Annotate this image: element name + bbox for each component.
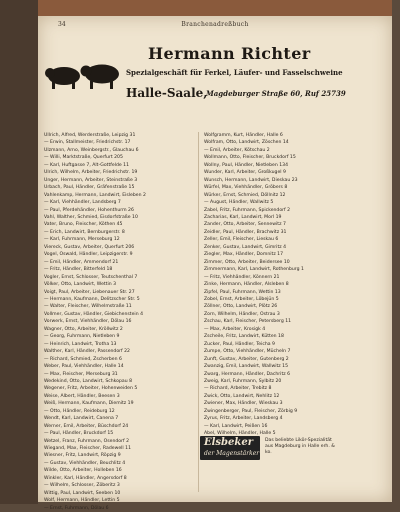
directory-entry: Wetzel, Franz, Fuhrmann, Osendorf 2 — [44, 438, 130, 444]
directory-entry: Zeller, Emil, Fleischer, Lieskau 6 — [204, 237, 279, 243]
running-head — [38, 21, 392, 31]
directory-entry: — Fritz, Viehhändler, Könnern 21 — [204, 274, 280, 280]
directory-entry: Voigt, Paul, Arbeiter, Liebenauer Str. 27 — [44, 289, 135, 295]
elsbeker-stamp — [200, 436, 260, 460]
directory-entry: Zander, Otto, Arbeiter, Sennewitz 7 — [204, 222, 286, 228]
directory-entry: Vollmer, Gustav, Händler, Giebichenstein 4 — [44, 311, 144, 317]
directory-entry: Würker, Ernst, Schmied, Döllnitz 12 — [204, 192, 286, 198]
pigs-illustration — [44, 54, 126, 94]
directory-entry: — Willi, Marktstraße, Querfurt 205 — [44, 155, 123, 161]
directory-entry: Wollny, Paul, Händler, Nietleben 134 — [204, 162, 289, 168]
richter-advertisement — [44, 40, 344, 120]
directory-entry: Zyrus, Fritz, Arbeiter, Landsberg 4 — [204, 416, 283, 422]
book-spine-edge — [0, 0, 38, 504]
directory-entry: Ullrich, Alfred, Werderstraße, Leipzig 31 — [44, 133, 136, 138]
directory-entry: Weiß, Hermann, Kaufmann, Diemitz 19 — [44, 401, 134, 407]
directory-entry: — Paul, Pferdehändler, Hohenthurm 26 — [44, 207, 134, 213]
stamp-description: Das beliebte Likör-Spezialität aus Magdeburg in Halle erh. & ko. — [265, 438, 335, 456]
directory-entry: Zscheile, Fritz, Landwirt, Kütten 18 — [204, 334, 284, 340]
directory-entry: Zumpe, Otto, Viehhändler, Mücheln 7 — [204, 349, 291, 355]
column-divider — [198, 132, 199, 492]
directory-entry: Vahlenkamp, Hermann, Landwirt, Eisleben 2 — [44, 192, 146, 198]
directory-entry: — Erwin, Stallmeister, Friedrichstr. 17 — [44, 140, 131, 146]
stamp-brand: Elsbeker — [204, 437, 253, 448]
directory-entry: Zunft, Gustav, Arbeiter, Gutenberg 2 — [204, 356, 289, 362]
directory-entry: Weber, Paul, Viehhändler, Halle 14 — [44, 364, 124, 370]
directory-entry: Wunder, Karl, Arbeiter, Großkugel 9 — [204, 170, 286, 176]
directory-entry: Winkler, Karl, Händler, Angersdorf 8 — [44, 475, 127, 481]
directory-entry: Zwiener, Max, Händler, Wieskau 3 — [204, 401, 283, 407]
left-column — [44, 132, 192, 512]
directory-entry: — Georg, Fuhrmann, Nietleben 9 — [44, 334, 120, 340]
directory-entry: — Richard, Arbeiter, Trebitz 8 — [204, 386, 272, 392]
directory-entry: — Walter, Fleischer, Wilhelmstraße 11 — [44, 304, 132, 310]
directory-entry: — Paul, Händler, Bruckdorf 15 — [44, 431, 114, 437]
directory-entry: Wegener, Fritz, Arbeiter, Hohenweiden 5 — [44, 386, 138, 392]
directory-entry: Zwarg, Hermann, Händler, Dachritz 6 — [204, 371, 291, 377]
directory-entry: Zobel, Ernst, Arbeiter, Löbejün 5 — [204, 296, 279, 302]
directory-entry: Zimmer, Otto, Arbeiter, Beidersee 10 — [204, 259, 290, 265]
directory-entry: Wittig, Paul, Landwirt, Seeben 10 — [44, 490, 121, 496]
directory-entry: — Karl, Fuhrmann, Merseburg 12 — [44, 237, 120, 243]
directory-entry: Weise, Albert, Händler, Beesen 3 — [44, 393, 120, 399]
directory-entry: — Ernst, Fuhrmann, Dölau 6 — [44, 505, 109, 511]
page-binding — [38, 0, 392, 16]
directory-entry: — August, Händler, Wallwitz 5 — [204, 200, 274, 206]
advert-name: Hermann Richter — [148, 44, 311, 63]
directory-entry: — Max, Arbeiter, Krosigk 4 — [204, 326, 266, 332]
directory-entry: Wendt, Karl, Landwirt, Canena 7 — [44, 416, 119, 422]
directory-entry: Werner, Emil, Arbeiter, Büschdorf 24 — [44, 423, 129, 429]
advert-specialty: Spezialgeschäft für Ferkel, Läufer- und Fasselschweine — [126, 68, 343, 77]
directory-entry: Ziegler, Max, Händler, Domnitz 17 — [204, 252, 284, 258]
directory-entry: — Max, Fleischer, Merseburg 31 — [44, 371, 118, 377]
directory-entry: — Otto, Händler, Reideburg 12 — [44, 408, 115, 414]
directory-entry: Vogel, Oswald, Händler, Leipzigerstr. 9 — [44, 252, 133, 258]
directory-entry: Wunsch, Hermann, Landwirt, Dieskau 23 — [204, 177, 298, 183]
directory-entry: Zwick, Otto, Landwirt, Nehlitz 12 — [204, 393, 280, 399]
directory-entry: — Wilhelm, Schlosser, Zöberitz 3 — [44, 483, 120, 489]
directory-entry: Zeidler, Paul, Händler, Brachwitz 31 — [204, 229, 287, 235]
directory-entry: Zwanzig, Emil, Landwirt, Wallwitz 15 — [204, 364, 289, 370]
directory-entry: Zöllner, Otto, Landwirt, Plötz 26 — [204, 304, 278, 310]
directory-entry: — Fritz, Händler, Bitterfeld 18 — [44, 267, 113, 273]
directory-entry: Wagner, Otto, Arbeiter, Kröllwitz 2 — [44, 326, 123, 332]
directory-entry: Zinke, Hermann, Händler, Alsleben 8 — [204, 282, 289, 288]
directory-entry: — Gustav, Viehhändler, Beuchlitz 4 — [44, 460, 126, 466]
directory-entry: Völker, Otto, Landwirt, Wettin 3 — [44, 282, 117, 288]
directory-entry: Vorwerk, Ernst, Viehhändler, Dölau 16 — [44, 319, 132, 325]
directory-entry: Urbach, Paul, Händler, Gräfenstraße 15 — [44, 185, 135, 191]
directory-entry: Würfel, Max, Viehhändler, Gröbers 8 — [204, 185, 288, 191]
directory-entry: Zenker, Gustav, Landwirt, Gimritz 4 — [204, 244, 287, 250]
directory-entry: Wolf, Hermann, Händler, Lettin 5 — [44, 498, 120, 504]
running-head-title: Branchenadreßbuch — [181, 21, 249, 28]
directory-entry: — Karl, Viehhändler, Landsberg 7 — [44, 200, 121, 206]
directory-entry: Zimmermann, Karl, Landwirt, Rothenburg 1 — [204, 267, 304, 273]
directory-entry: Zschau, Karl, Fleischer, Petersberg 11 — [204, 319, 292, 325]
directory-entry: Ulrich, Wilhelm, Arbeiter, Friedrichstr. 19 — [44, 170, 138, 176]
directory-entry: Wilde, Otto, Arbeiter, Holleben 16 — [44, 468, 122, 474]
directory-entry: Wedekind, Otto, Landwirt, Schkopau 8 — [44, 378, 133, 384]
directory-entry: Wiesner, Fritz, Landwirt, Röpzig 9 — [44, 453, 121, 459]
directory-entry: — Emil, Arbeiter, Kötschau 2 — [204, 147, 270, 153]
stamp-sub: der Magenstärker — [204, 450, 260, 457]
directory-entry: Zucker, Paul, Händler, Teicha 9 — [204, 341, 275, 347]
directory-entry: — Erich, Landwirt, Bernburgerstr. 8 — [44, 229, 125, 235]
directory-entry: Wiegand, Max, Fleischer, Radewell 11 — [44, 446, 132, 452]
directory-entry: Vater, Bruno, Fleischer, Köthen 45 — [44, 222, 123, 228]
directory-entry: Zweig, Karl, Fuhrmann, Sylbitz 20 — [204, 378, 282, 384]
directory-entry: — Karl, Huftgasse 7, Alt-Gottfelde 11 — [44, 162, 130, 168]
page-number: 34 — [58, 21, 66, 28]
directory-entry: — Hermann, Kaufmann, Delitzscher Str. 5 — [44, 296, 140, 302]
advert-street: Magdeburger Straße 60, Ruf 25739 — [206, 89, 346, 98]
directory-entry: Abel, Wilhelm, Händler, Halle 5 — [204, 431, 276, 437]
directory-entry: Zwingenberger, Paul, Fleischer, Zörbig 9 — [204, 408, 298, 414]
directory-entry: Wolfram, Otto, Landwirt, Zöschen 14 — [204, 140, 289, 146]
directory-entry: Viereck, Gustav, Arbeiter, Querfurt 206 — [44, 244, 135, 250]
directory-entry: Wollmann, Otto, Fleischer, Bruckdorf 15 — [204, 155, 296, 161]
directory-entry: — Karl, Landwirt, Peißen 16 — [204, 423, 268, 429]
directory-entry: Zipfel, Paul, Fuhrmann, Wettin 13 — [204, 289, 281, 295]
directory-entry: Zorn, Wilhelm, Händler, Ostrau 3 — [204, 311, 280, 317]
directory-entry: Zabel, Fritz, Fuhrmann, Spickendorf 2 — [204, 207, 291, 213]
directory-entry: Vogler, Ernst, Schlosser, Teutschenthal 7 — [44, 274, 138, 280]
directory-entry: Ulzmann, Arno, Weinbergstr., Glauchau 6 — [44, 147, 139, 153]
right-column — [204, 132, 352, 438]
advert-city: Halle-Saale, — [126, 86, 208, 100]
directory-entry: — Richard, Schmied, Zscherben 6 — [44, 356, 122, 362]
directory-entry: Unger, Hermann, Arbeiter, Steinstraße 3 — [44, 177, 138, 183]
directory-entry: Vahl, Walther, Schmied, Eisdorfstraße 10 — [44, 214, 138, 220]
directory-entry: — Heinrich, Landwirt, Trotha 13 — [44, 341, 117, 347]
directory-entry: — Emil, Händler, Ammendorf 21 — [44, 259, 119, 265]
directory-entry: Wolfgramm, Kurt, Händler, Halle 6 — [204, 133, 283, 138]
directory-entry: Zacharias, Karl, Landwirt, Morl 19 — [204, 214, 282, 220]
directory-entry: Walther, Karl, Händler, Passendorf 22 — [44, 349, 130, 355]
